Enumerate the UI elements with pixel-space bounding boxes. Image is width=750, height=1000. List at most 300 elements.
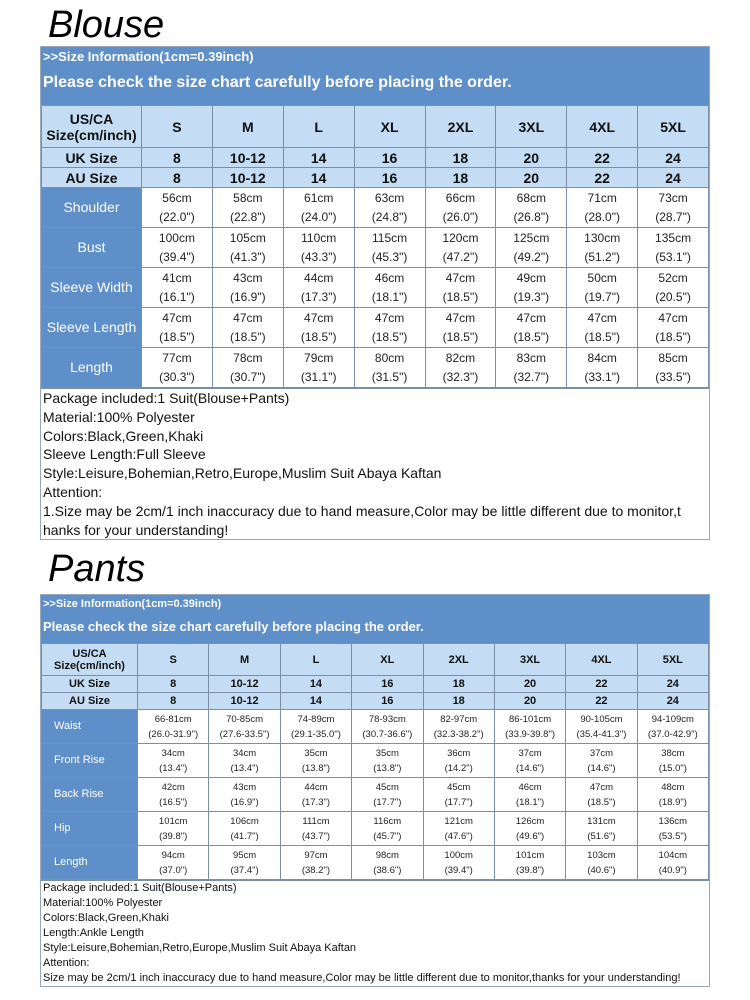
pants-au-size: 16 xyxy=(352,693,423,710)
blouse-measure-cell xyxy=(425,268,496,308)
blouse-inch-value: (18.5") xyxy=(442,289,479,304)
pants-measure-row xyxy=(42,812,709,846)
pants-measure-row xyxy=(42,778,709,812)
blouse-measure-cell xyxy=(567,228,638,268)
pants-au-size: 22 xyxy=(566,693,637,710)
blouse-size-table xyxy=(41,105,709,388)
pants-measure-label: Front Rise xyxy=(42,744,138,778)
blouse-inch-value: (47.2") xyxy=(442,249,479,264)
blouse-inch-value: (24.0") xyxy=(300,209,337,224)
blouse-inch-value: (16.1") xyxy=(159,289,195,304)
pants-inch-value: (14.2") xyxy=(444,762,473,774)
pants-measure-cell xyxy=(138,710,209,744)
blouse-cm-value: 79cm xyxy=(304,350,334,365)
blouse-inch-value: (18.1") xyxy=(371,289,408,304)
blouse-measure-cell xyxy=(496,348,567,388)
blouse-inch-value: (19.3") xyxy=(513,289,550,304)
pants-notes xyxy=(41,880,709,986)
blouse-inch-value: (45.3") xyxy=(371,249,408,264)
blouse-measure-cell xyxy=(638,268,709,308)
blouse-measure-cell xyxy=(283,228,354,268)
blouse-measure-cell xyxy=(142,228,213,268)
blouse-au-size: 16 xyxy=(354,168,425,188)
pants-inch-value: (13.4") xyxy=(230,762,259,774)
pants-measure-cell xyxy=(280,744,351,778)
pants-cm-value: 37cm xyxy=(518,747,542,759)
blouse-cm-value: 83cm xyxy=(516,350,546,365)
blouse-measure-cell xyxy=(283,308,354,348)
blouse-measure-label: Shoulder xyxy=(42,188,142,228)
pants-inch-value: (38.6") xyxy=(373,864,402,876)
blouse-cm-value: 80cm xyxy=(374,350,405,365)
pants-cm-value: 111cm xyxy=(302,815,330,827)
blouse-measure-cell xyxy=(638,228,709,268)
pants-inch-value: (18.9") xyxy=(658,796,687,808)
pants-inch-value: (14.6") xyxy=(587,762,616,774)
blouse-inch-value: (51.2") xyxy=(584,249,620,264)
blouse-inch-value: (19.7") xyxy=(584,289,620,304)
blouse-inch-value: (49.2") xyxy=(513,249,550,264)
pants-cm-value: 47cm xyxy=(589,781,614,793)
blouse-measure-cell xyxy=(354,348,425,388)
pants-inch-value: (33.9-39.8") xyxy=(505,728,555,740)
blouse-measure-row xyxy=(42,188,709,228)
pants-inch-value: (40.9") xyxy=(658,864,687,876)
blouse-inch-value: (28.7") xyxy=(655,209,691,224)
blouse-cm-value: 58cm xyxy=(233,190,263,205)
blouse-note-line: Package included:1 Suit(Blouse+Pants) xyxy=(43,390,290,406)
pants-uk-row xyxy=(42,676,709,693)
pants-inch-value: (30.7-36.6") xyxy=(362,728,413,740)
pants-header-label-line1: US/CA xyxy=(72,647,107,660)
pants-inch-value: (15.0") xyxy=(658,762,687,774)
blouse-inch-value: (22.8") xyxy=(230,209,266,224)
blouse-cm-value: 56cm xyxy=(162,190,192,205)
blouse-cm-value: 125cm xyxy=(513,230,550,245)
blouse-cm-value: 50cm xyxy=(587,270,617,285)
pants-measure-cell xyxy=(138,812,209,846)
blouse-notes xyxy=(41,388,709,539)
pants-measure-cell xyxy=(494,710,565,744)
pants-uk-size: 10-12 xyxy=(209,676,280,693)
pants-header-label-line2: Size(cm/inch) xyxy=(54,659,125,672)
pants-uk-size: 8 xyxy=(138,676,209,693)
pants-inch-value: (32.3-38.2") xyxy=(433,728,484,740)
blouse-note-line: Colors:Black,Green,Khaki xyxy=(43,427,204,444)
blouse-cm-value: 68cm xyxy=(516,190,546,205)
pants-cm-value: 101cm xyxy=(158,815,188,827)
pants-measure-cell xyxy=(352,812,423,846)
blouse-cm-value: 84cm xyxy=(587,350,617,365)
blouse-uk-size: 10-12 xyxy=(212,148,283,168)
pants-inch-value: (35.4-41.3") xyxy=(576,728,627,740)
blouse-measure-cell xyxy=(567,348,638,388)
blouse-inch-value: (18.5") xyxy=(159,329,195,344)
pants-cm-value: 126cm xyxy=(515,815,545,827)
pants-measure-cell xyxy=(637,778,708,812)
pants-cm-value: 82-97cm xyxy=(440,713,478,725)
pants-note-line: Length:Ankle Length xyxy=(43,927,144,939)
blouse-size-col: L xyxy=(283,106,354,148)
pants-measure-cell xyxy=(352,710,423,744)
blouse-measure-cell xyxy=(425,188,496,228)
pants-measurement-rows xyxy=(42,710,709,880)
pants-measure-cell xyxy=(566,778,637,812)
blouse-cm-value: 47cm xyxy=(445,270,476,285)
pants-measure-cell xyxy=(138,778,209,812)
blouse-uk-size: 22 xyxy=(567,148,638,168)
pants-measure-cell xyxy=(423,778,494,812)
blouse-inch-value: (28.0") xyxy=(584,209,620,224)
blouse-size-col: S xyxy=(142,106,213,148)
blouse-cm-value: 82cm xyxy=(445,350,476,365)
blouse-measure-cell xyxy=(496,308,567,348)
pants-measure-cell xyxy=(352,778,423,812)
pants-inch-value: (43.7") xyxy=(301,830,331,842)
pants-inch-value: (13.8") xyxy=(373,762,402,774)
blouse-inch-value: (26.8") xyxy=(513,209,550,224)
blouse-cm-value: 130cm xyxy=(584,230,621,245)
blouse-uk-row xyxy=(42,148,709,168)
blouse-size-col: 4XL xyxy=(567,106,638,148)
pants-uk-label: UK Size xyxy=(42,676,138,693)
pants-measure-label: Back Rise xyxy=(42,778,138,812)
blouse-cm-value: 47cm xyxy=(658,310,688,325)
blouse-measure-cell xyxy=(567,268,638,308)
blouse-size-chart xyxy=(40,46,710,540)
pants-note-line: Colors:Black,Green,Khaki xyxy=(43,912,169,924)
pants-inch-value: (26.0-31.9") xyxy=(148,728,199,740)
pants-measure-cell xyxy=(494,778,565,812)
blouse-measure-cell xyxy=(496,268,567,308)
pants-size-col: 3XL xyxy=(494,644,565,676)
blouse-measure-cell xyxy=(638,188,709,228)
pants-uk-size: 24 xyxy=(637,676,708,693)
pants-au-label: AU Size xyxy=(42,693,138,710)
blouse-cm-value: 63cm xyxy=(374,190,405,205)
blouse-measure-cell xyxy=(425,308,496,348)
blouse-cm-value: 77cm xyxy=(162,350,192,365)
pants-measure-row xyxy=(42,744,709,778)
pants-cm-value: 103cm xyxy=(587,849,616,861)
blouse-measure-cell xyxy=(142,188,213,228)
pants-cm-value: 131cm xyxy=(587,815,616,827)
blouse-inch-value: (41.3") xyxy=(230,249,266,264)
pants-au-size: 14 xyxy=(280,693,351,710)
pants-inch-value: (51.6") xyxy=(587,830,616,842)
blouse-measure-cell xyxy=(354,268,425,308)
pants-inch-value: (18.5") xyxy=(587,796,616,808)
pants-measure-cell xyxy=(209,846,280,880)
pants-cm-value: 70-85cm xyxy=(226,713,264,725)
blouse-au-size: 8 xyxy=(142,168,213,188)
blouse-inch-value: (26.0") xyxy=(442,209,479,224)
pants-measure-cell xyxy=(209,744,280,778)
pants-cm-value: 34cm xyxy=(161,747,185,759)
blouse-measure-cell xyxy=(354,228,425,268)
pants-measure-cell xyxy=(423,846,494,880)
blouse-inch-value: (30.3") xyxy=(159,369,195,384)
pants-cm-value: 38cm xyxy=(661,747,685,759)
pants-inch-value: (45.7") xyxy=(373,830,402,842)
pants-cm-value: 34cm xyxy=(232,747,257,759)
pants-au-row xyxy=(42,693,709,710)
blouse-cm-value: 100cm xyxy=(158,230,195,245)
blouse-measure-cell xyxy=(638,348,709,388)
blouse-inch-value: (30.7") xyxy=(230,369,266,384)
blouse-cm-value: 135cm xyxy=(655,230,692,245)
blouse-measure-row xyxy=(42,308,709,348)
pants-cm-value: 43cm xyxy=(232,781,257,793)
blouse-inch-value: (33.5") xyxy=(655,369,691,384)
blouse-uk-size: 20 xyxy=(496,148,567,168)
pants-uk-size: 20 xyxy=(494,676,565,693)
blouse-cm-value: 41cm xyxy=(162,270,192,285)
pants-measure-row xyxy=(42,710,709,744)
pants-inch-value: (16.5") xyxy=(159,796,188,808)
pants-cm-value: 106cm xyxy=(230,815,259,827)
pants-cm-value: 95cm xyxy=(232,849,257,861)
blouse-inch-value: (24.8") xyxy=(371,209,408,224)
blouse-uk-size: 16 xyxy=(354,148,425,168)
pants-measure-row xyxy=(42,846,709,880)
blouse-inch-value: (22.0") xyxy=(159,209,195,224)
pants-uk-size: 14 xyxy=(280,676,351,693)
blouse-measure-cell xyxy=(283,268,354,308)
blouse-measure-cell xyxy=(638,308,709,348)
pants-cm-value: 104cm xyxy=(658,849,688,861)
pants-au-size: 10-12 xyxy=(209,693,280,710)
pants-size-col: S xyxy=(138,644,209,676)
pants-inch-value: (39.4") xyxy=(444,864,473,876)
pants-measure-cell xyxy=(637,846,708,880)
blouse-inch-value: (43.3") xyxy=(300,249,337,264)
blouse-measure-cell xyxy=(496,228,567,268)
pants-header-row xyxy=(42,644,709,676)
pants-inch-value: (16.9") xyxy=(230,796,259,808)
pants-inch-value: (13.8") xyxy=(301,762,331,774)
blouse-header-label xyxy=(42,106,142,148)
blouse-banner-instruction: Please check the size chart carefully before placing the order. xyxy=(43,74,512,91)
blouse-measure-cell xyxy=(354,188,425,228)
blouse-measure-row xyxy=(42,228,709,268)
blouse-size-col: 3XL xyxy=(496,106,567,148)
blouse-inch-value: (18.5") xyxy=(371,329,408,344)
blouse-uk-size: 14 xyxy=(283,148,354,168)
pants-cm-value: 44cm xyxy=(304,781,328,793)
blouse-measure-row xyxy=(42,268,709,308)
pants-measure-cell xyxy=(138,744,209,778)
blouse-au-label: AU Size xyxy=(42,168,142,188)
blouse-inch-value: (53.1") xyxy=(655,249,691,264)
blouse-measure-label: Sleeve Width xyxy=(42,268,142,308)
pants-cm-value: 86-101cm xyxy=(508,713,552,725)
blouse-cm-value: 71cm xyxy=(587,190,617,205)
blouse-cm-value: 47cm xyxy=(304,310,334,325)
blouse-note-line: Style:Leisure,Bohemian,Retro,Europe,Muslim Suit Abaya Kaftan xyxy=(43,465,442,482)
pants-cm-value: 35cm xyxy=(304,747,328,759)
blouse-note-line: Attention: xyxy=(43,483,103,500)
blouse-inch-value: (18.5") xyxy=(442,329,479,344)
blouse-banner xyxy=(41,47,709,105)
pants-cm-value: 121cm xyxy=(444,815,473,827)
blouse-note-line: Sleeve Length:Full Sleeve xyxy=(43,446,206,463)
pants-inch-value: (37.4") xyxy=(230,864,259,876)
pants-cm-value: 94-109cm xyxy=(651,713,694,725)
pants-measure-cell xyxy=(352,846,423,880)
pants-measure-cell xyxy=(566,846,637,880)
blouse-banner-size-info: >>Size Information(1cm=0.39inch) xyxy=(43,49,254,64)
pants-cm-value: 90-105cm xyxy=(580,713,623,725)
blouse-size-col: XL xyxy=(354,106,425,148)
pants-cm-value: 45cm xyxy=(447,781,471,793)
blouse-uk-label: UK Size xyxy=(42,148,142,168)
blouse-measure-cell xyxy=(212,348,283,388)
blouse-measure-cell xyxy=(212,268,283,308)
blouse-inch-value: (17.3") xyxy=(300,289,337,304)
blouse-inch-value: (20.5") xyxy=(655,289,691,304)
pants-cm-value: 36cm xyxy=(447,747,471,759)
blouse-cm-value: 120cm xyxy=(442,230,479,245)
pants-size-chart xyxy=(40,594,710,987)
blouse-note-line: 1.Size may be 2cm/1 inch inaccuracy due to hand measure,Color may be little different due to monitor,t xyxy=(43,502,681,519)
pants-measure-cell xyxy=(138,846,209,880)
blouse-note-line: hanks for your understanding! xyxy=(43,521,229,538)
pants-measure-cell xyxy=(423,812,494,846)
blouse-cm-value: 47cm xyxy=(233,310,263,325)
pants-inch-value: (49.6") xyxy=(515,830,545,842)
blouse-inch-value: (18.5") xyxy=(300,329,337,344)
pants-inch-value: (17.7") xyxy=(444,796,473,808)
pants-banner-instruction: Please check the size chart carefully before placing the order. xyxy=(43,619,424,634)
pants-size-col: 2XL xyxy=(423,644,494,676)
blouse-uk-size: 18 xyxy=(425,148,496,168)
blouse-measure-label: Length xyxy=(42,348,142,388)
pants-inch-value: (38.2") xyxy=(301,864,331,876)
pants-measure-cell xyxy=(423,710,494,744)
pants-size-col: 4XL xyxy=(566,644,637,676)
blouse-inch-value: (18.5") xyxy=(584,329,620,344)
blouse-measure-cell xyxy=(567,188,638,228)
pants-size-table xyxy=(41,643,709,880)
pants-cm-value: 45cm xyxy=(375,781,399,793)
pants-inch-value: (39.8") xyxy=(515,864,545,876)
pants-inch-value: (27.6-33.5") xyxy=(219,728,270,740)
pants-inch-value: (14.6") xyxy=(515,762,545,774)
blouse-measure-cell xyxy=(283,348,354,388)
pants-measure-label: Waist xyxy=(42,710,138,744)
blouse-cm-value: 52cm xyxy=(658,270,688,285)
pants-header-label xyxy=(42,644,138,676)
pants-au-size: 8 xyxy=(138,693,209,710)
blouse-cm-value: 47cm xyxy=(374,310,405,325)
blouse-au-size: 24 xyxy=(638,168,709,188)
pants-note-line: Style:Leisure,Bohemian,Retro,Europe,Muslim Suit Abaya Kaftan xyxy=(43,942,357,954)
pants-note-line: Material:100% Polyester xyxy=(43,897,163,909)
pants-cm-value: 78-93cm xyxy=(368,713,406,725)
blouse-measure-label: Bust xyxy=(42,228,142,268)
blouse-cm-value: 49cm xyxy=(516,270,546,285)
blouse-au-row xyxy=(42,168,709,188)
pants-uk-size: 18 xyxy=(423,676,494,693)
blouse-measure-cell xyxy=(354,308,425,348)
pants-inch-value: (40.6") xyxy=(587,864,616,876)
blouse-cm-value: 85cm xyxy=(658,350,688,365)
pants-cm-value: 100cm xyxy=(444,849,473,861)
pants-au-size: 18 xyxy=(423,693,494,710)
pants-measure-cell xyxy=(209,710,280,744)
pants-measure-label: Hip xyxy=(42,812,138,846)
blouse-cm-value: 66cm xyxy=(445,190,476,205)
pants-cm-value: 48cm xyxy=(661,781,685,793)
blouse-cm-value: 47cm xyxy=(445,310,476,325)
blouse-header-label-line1: US/CA xyxy=(69,110,114,127)
pants-cm-value: 74-89cm xyxy=(297,713,335,725)
pants-measure-cell xyxy=(280,812,351,846)
pants-measure-cell xyxy=(280,710,351,744)
blouse-measure-cell xyxy=(212,228,283,268)
pants-au-size: 20 xyxy=(494,693,565,710)
pants-inch-value: (18.1") xyxy=(515,796,545,808)
pants-inch-value: (53.5") xyxy=(658,830,687,842)
blouse-cm-value: 110cm xyxy=(301,230,337,245)
pants-cm-value: 101cm xyxy=(515,849,545,861)
pants-measure-cell xyxy=(637,710,708,744)
blouse-inch-value: (18.5") xyxy=(655,329,691,344)
blouse-au-size: 18 xyxy=(425,168,496,188)
blouse-size-col: 2XL xyxy=(425,106,496,148)
pants-measure-cell xyxy=(637,744,708,778)
pants-uk-size: 22 xyxy=(566,676,637,693)
blouse-measure-cell xyxy=(142,348,213,388)
pants-au-size: 24 xyxy=(637,693,708,710)
pants-cm-value: 42cm xyxy=(161,781,185,793)
pants-inch-value: (37.0-42.9") xyxy=(647,728,698,740)
pants-note-line: Package included:1 Suit(Blouse+Pants) xyxy=(43,882,237,894)
pants-inch-value: (13.4") xyxy=(159,762,188,774)
pants-banner xyxy=(41,595,709,643)
pants-size-col: 5XL xyxy=(637,644,708,676)
pants-inch-value: (29.1-35.0") xyxy=(291,728,341,740)
blouse-inch-value: (32.3") xyxy=(442,369,479,384)
pants-measure-cell xyxy=(352,744,423,778)
blouse-inch-value: (33.1") xyxy=(584,369,620,384)
blouse-cm-value: 43cm xyxy=(233,270,263,285)
blouse-note-line: Material:100% Polyester xyxy=(43,408,195,425)
pants-measure-cell xyxy=(494,744,565,778)
blouse-header-label-line2: Size(cm/inch) xyxy=(46,126,137,143)
pants-note-line: Attention: xyxy=(43,957,90,969)
pants-inch-value: (41.7") xyxy=(230,830,259,842)
blouse-au-size: 20 xyxy=(496,168,567,188)
pants-cm-value: 98cm xyxy=(375,849,399,861)
pants-inch-value: (39.8") xyxy=(159,830,188,842)
blouse-inch-value: (18.5") xyxy=(513,329,550,344)
blouse-cm-value: 73cm xyxy=(658,190,688,205)
pants-measure-cell xyxy=(280,846,351,880)
pants-cm-value: 136cm xyxy=(658,815,688,827)
pants-measure-cell xyxy=(566,812,637,846)
blouse-uk-size: 8 xyxy=(142,148,213,168)
blouse-au-size: 14 xyxy=(283,168,354,188)
pants-inch-value: (17.7") xyxy=(373,796,402,808)
pants-cm-value: 116cm xyxy=(373,815,402,827)
pants-measure-label: Length xyxy=(42,846,138,880)
pants-measure-cell xyxy=(494,812,565,846)
blouse-measure-cell xyxy=(425,228,496,268)
blouse-uk-size: 24 xyxy=(638,148,709,168)
blouse-measure-cell xyxy=(567,308,638,348)
